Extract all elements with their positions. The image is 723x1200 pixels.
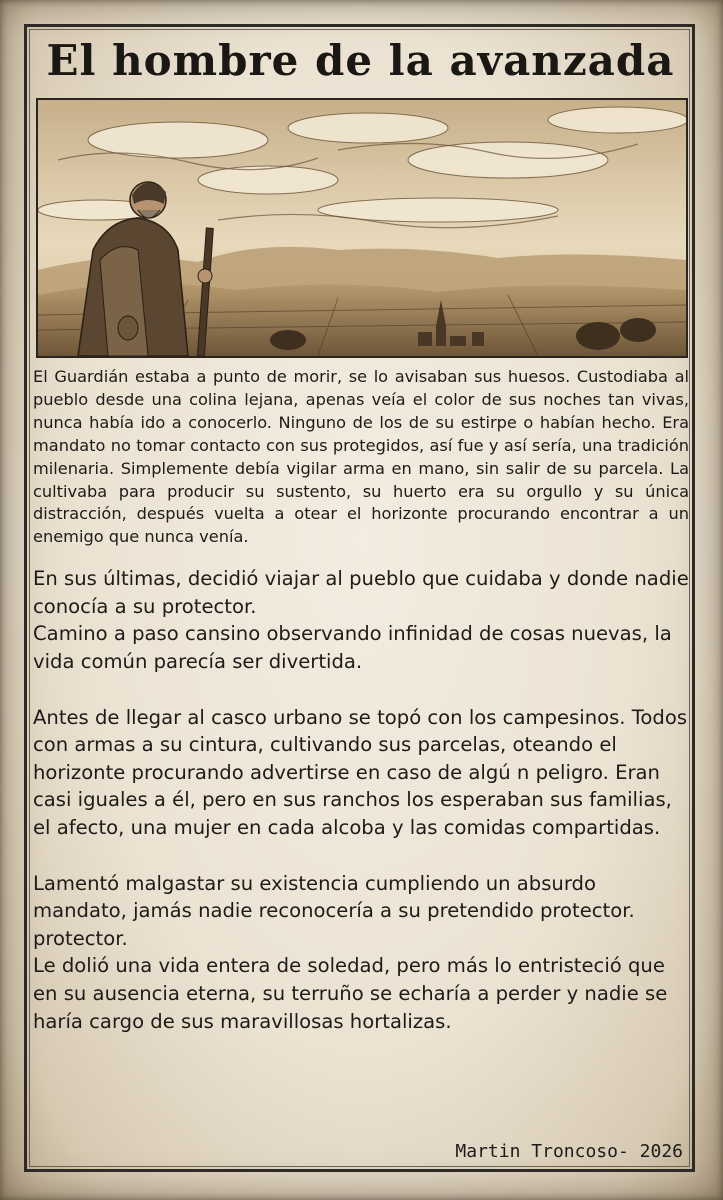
spacer: [33, 842, 689, 870]
story-title: El hombre de la avanzada: [46, 36, 675, 85]
story-body: [33, 366, 689, 1035]
paragraph-ending: Le dolió una vida entera de soledad, pero más lo entristeció que en su ausencia eterna, su terruño se echaría a perder y nadie se haría cargo de sus maravillosas hortalizas.: [33, 954, 668, 1033]
guardian-landscape-illustration: [36, 98, 688, 358]
illustration-drawing: [38, 100, 686, 356]
paragraph-last-days: En sus últimas, decidió viajar al pueblo que cuidaba y donde nadie conocía a su protector.: [33, 567, 689, 618]
paragraph-guardian: El Guardián estaba a punto de morir, se lo avisaban sus huesos. Custodiaba al pueblo desde una colina lejana, apenas veía el color de sus noches tan vivas, nunca había ido a conocerlo. Ninguno de los de su estirpe o habían hecho. Era mandato no tomar contacto con sus protegidos, así fue y así sería, una tradición milenaria. Simplemente debía vigilar arma en mano, sin salir de su parcela. La cultivaba para producir su sustento, su huerto era su orgullo y su única distracción, después vuelta a otear el horizonte procurando encontrar a un enemigo que nunca venía.: [33, 367, 689, 547]
spacer: [33, 676, 689, 704]
paragraph-lament: Lamentó malgastar su existencia cumpliendo un absurdo mandato, jamás nadie reconocería a su pretendido protector. protector.: [33, 871, 635, 950]
paragraph-journey: Camino a paso cansino observando infinidad de cosas nuevas, la vida común parecía ser divertida.: [33, 622, 672, 674]
paragraph-peasants: Antes de llegar al casco urbano se topó con los campesinos. Todos con armas a su cintura, cultivando sus parcelas, oteando el horizonte procurando advertirse en caso de algú n peligro. Eran casi iguales a él, pero en sus ranchos los esperaban sus familias, el afecto, una mujer en cada alcoba y las comidas compartidas.: [33, 705, 688, 839]
author-signature: Martin Troncoso- 2026: [455, 1141, 683, 1162]
